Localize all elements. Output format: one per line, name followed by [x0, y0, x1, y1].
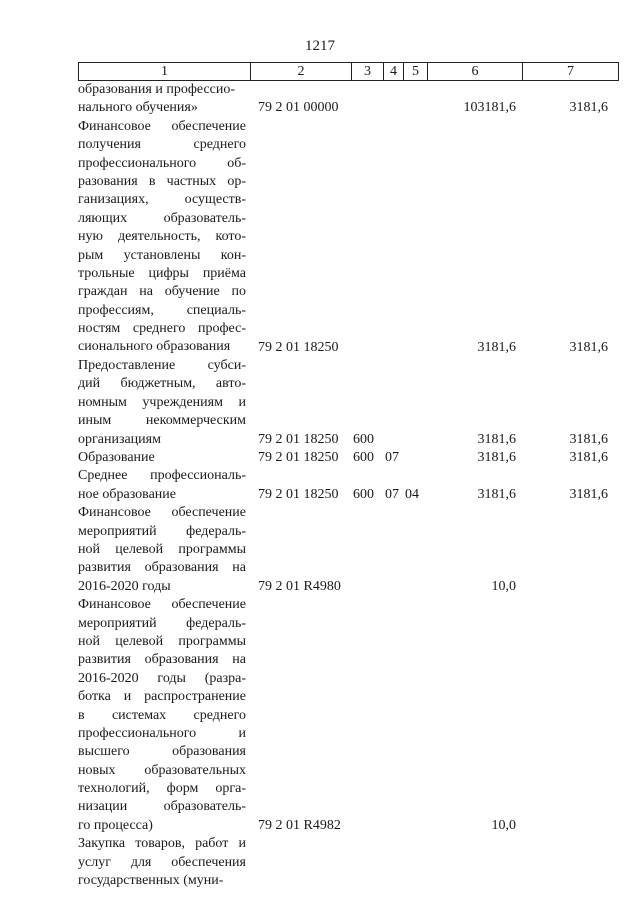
column-header-7: 7 [523, 63, 619, 81]
row-amount-col6: 10,0 [491, 578, 516, 594]
description-line: организациям [78, 431, 161, 447]
row-amount-col6: 3181,6 [477, 339, 516, 355]
description-line: Финансовое обеспечение [78, 597, 246, 613]
row-code: 79 2 01 00000 [258, 100, 339, 116]
description-line: ной целевой программы [78, 633, 246, 649]
description-line: услуг для обеспечения [78, 854, 246, 870]
table-row [78, 449, 618, 467]
row-code: 79 2 01 18250 [258, 450, 339, 465]
column-header-5: 5 [404, 63, 428, 81]
description-line: рым установлены кон- [78, 247, 246, 263]
description-line: новых образовательных [78, 762, 246, 778]
row-code: 79 2 01 R4980 [258, 578, 341, 594]
description-line: Предоставление субси- [78, 358, 246, 373]
row-amount-col7 [528, 872, 608, 890]
table-row [78, 835, 618, 890]
row-amount-col6: 3181,6 [477, 431, 516, 447]
description-line: 2016-2020 годы [78, 578, 171, 594]
description-line: профессионального об- [78, 155, 246, 171]
description-line: развития образования на [78, 652, 246, 668]
description-line: технологий, форм орга- [78, 781, 246, 797]
column-header-3: 3 [352, 63, 384, 81]
description-line: нального обучения» [78, 100, 198, 116]
description-line: Среднее профессиональ- [78, 468, 246, 484]
description-line: разования в частных ор- [78, 173, 246, 189]
description-line: низации образователь- [78, 799, 246, 815]
description-line: образования и профессио- [78, 82, 236, 97]
description-line: развития образования на [78, 560, 246, 576]
column-header-row [79, 63, 619, 81]
description-line: ной целевой программы [78, 541, 246, 557]
row-amount-col7 [528, 578, 608, 596]
row-description [78, 81, 246, 118]
description-line: 2016-2020 годы (разра- [78, 670, 246, 686]
description-line: трольные цифры приёма [78, 265, 246, 281]
page-number: 1217 [305, 38, 335, 54]
table-row [78, 81, 618, 118]
column-header-4: 4 [384, 63, 404, 81]
description-line: ботка и распространение [78, 689, 246, 705]
description-line: дий бюджетным, авто- [78, 376, 246, 392]
row-description [78, 449, 246, 467]
description-line: в системах среднего [78, 707, 246, 723]
column-header-6: 6 [428, 63, 523, 81]
description-line: ное образование [78, 486, 176, 502]
row-col5: 04 [405, 486, 419, 502]
row-col3: 600 [353, 486, 374, 502]
row-amount-col7: 3181,6 [569, 100, 608, 116]
description-line: ганизациях, осуществ- [78, 192, 246, 208]
row-description [78, 357, 246, 449]
row-code: 79 2 01 18250 [258, 339, 339, 355]
description-line: государственных (муни- [78, 873, 224, 889]
row-col4: 07 [385, 486, 399, 502]
row-description [78, 118, 246, 357]
description-line: профессионального и [78, 725, 246, 741]
description-line: мероприятий федераль- [78, 615, 246, 631]
column-header-2: 2 [251, 63, 352, 81]
table-row [78, 596, 618, 835]
table-row [78, 357, 618, 449]
description-line: граждан на обучение по [78, 284, 246, 300]
row-amount-col7 [528, 817, 608, 835]
row-col3: 600 [353, 450, 374, 465]
row-col3: 600 [353, 431, 374, 447]
row-code: 79 2 01 18250 [258, 431, 339, 447]
description-line: иным некоммерческим [78, 413, 246, 429]
description-line: высшего образования [78, 744, 246, 760]
description-line: мероприятий федераль- [78, 523, 246, 539]
row-amount-col6: 103181,6 [463, 100, 516, 116]
description-line: ную деятельность, кото- [78, 229, 246, 245]
row-description [78, 835, 246, 890]
description-line: ностям среднего профес- [78, 321, 246, 337]
description-line: Закупка товаров, работ и [78, 836, 246, 852]
description-line: сионального образования [78, 339, 231, 355]
column-header-1: 1 [79, 63, 251, 81]
description-line: го процесса) [78, 817, 153, 833]
row-code: 79 2 01 18250 [258, 486, 339, 502]
table-row [78, 467, 618, 504]
row-amount-col7: 3181,6 [569, 450, 608, 465]
column-header-table [78, 62, 619, 81]
table-row [78, 118, 618, 357]
row-description [78, 467, 246, 504]
row-amount-col7: 3181,6 [569, 486, 608, 502]
description-line: ляющих образователь- [78, 210, 246, 226]
description-line: Финансовое обеспечение [78, 505, 246, 521]
description-line: получения среднего [78, 137, 246, 153]
row-description [78, 596, 246, 835]
description-line: Финансовое обеспечение [78, 118, 246, 134]
row-amount-col6: 3181,6 [477, 450, 516, 465]
row-amount-col6: 3181,6 [477, 486, 516, 502]
row-amount-col7: 3181,6 [569, 339, 608, 355]
table-row [78, 504, 618, 596]
row-col4: 07 [385, 450, 399, 465]
row-code: 79 2 01 R4982 [258, 817, 341, 833]
description-line: профессиям, специаль- [78, 302, 246, 318]
row-amount-col6: 10,0 [491, 817, 516, 833]
description-line: Образование [78, 450, 155, 465]
row-amount-col7: 3181,6 [569, 431, 608, 447]
description-line: номным учреждениям и [78, 394, 246, 410]
row-description [78, 504, 246, 596]
row-amount-col6 [438, 872, 516, 890]
